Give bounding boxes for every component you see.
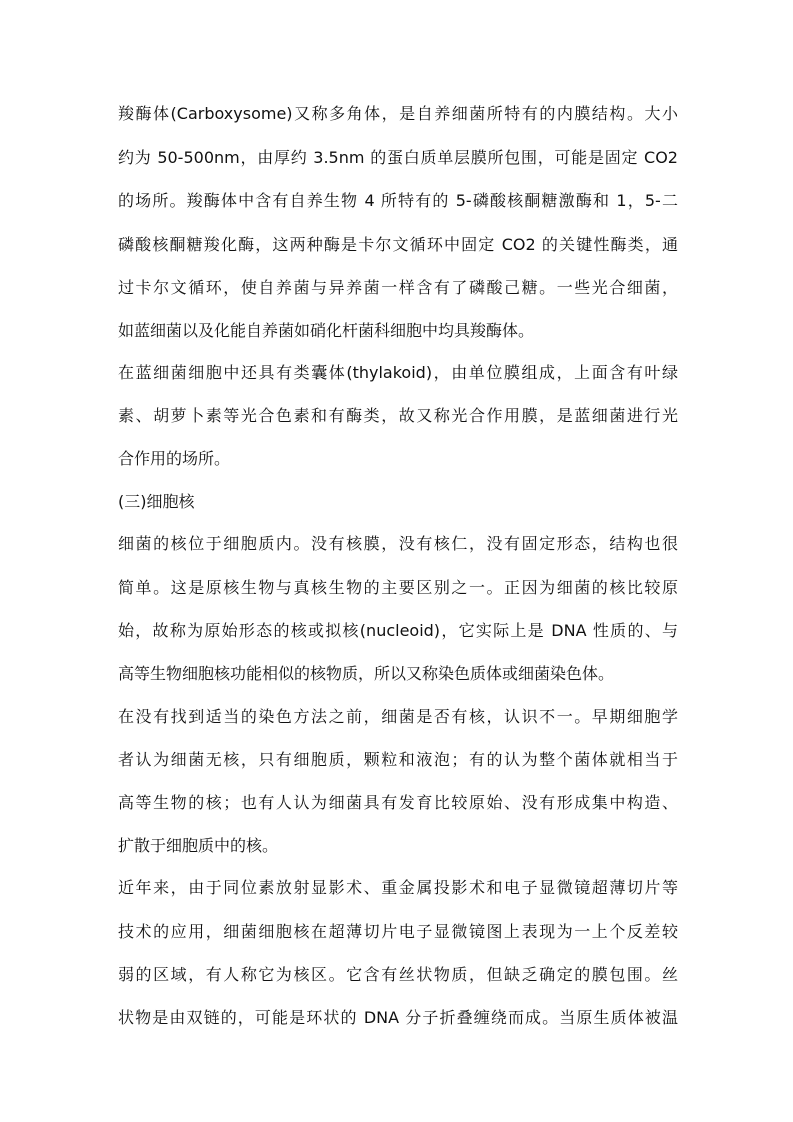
paragraph-2-line-2: 素、胡萝卜素等光合色素和有酶类，故又称光合作用膜，是蓝细菌进行光 [118,406,678,425]
paragraph-2-line-3: 合作用的场所。 [118,449,231,468]
paragraph-5-line-3: 弱的区域，有人称它为核区。它含有丝状物质，但缺乏确定的膜包围。丝 [118,965,678,984]
paragraph-3-line-1: 细菌的核位于细胞质内。没有核膜，没有核仁，没有固定形态，结构也很 [118,534,678,553]
paragraph-1-line-1: 羧酶体(Carboxysome)又称多角体，是自养细菌所特有的内膜结构。大小 [118,104,678,123]
paragraph-1-line-4: 磷酸核酮糖羧化酶，这两种酶是卡尔文循环中固定 CO2 的关键性酶类，通 [118,235,678,254]
paragraph-4-line-2: 者认为细菌无核，只有细胞质，颗粒和液泡；有的认为整个菌体就相当于 [118,750,678,769]
paragraph-1-line-2: 约为 50-500nm，由厚约 3.5nm 的蛋白质单层膜所包围，可能是固定 CO2 [118,148,678,167]
paragraph-5-line-2: 技术的应用，细菌细胞核在超薄切片电子显微镜图上表现为一上个反差较 [118,922,678,941]
paragraph-1-line-3: 的场所。羧酶体中含有自养生物 4 所特有的 5-磷酸核酮糖激酶和 1，5-二 [118,191,678,210]
paragraph-3-line-2: 简单。这是原核生物与真核生物的主要区别之一。正因为细菌的核比较原 [118,578,678,597]
paragraph-3-line-4: 高等生物细胞核功能相似的核物质，所以又称染色质体或细菌染色体。 [118,664,615,683]
paragraph-5-line-1: 近年来，由于同位素放射显影术、重金属投影术和电子显微镜超薄切片等 [118,878,678,897]
paragraph-4-line-1: 在没有找到适当的染色方法之前，细菌是否有核，认识不一。早期细胞学 [118,707,678,726]
paragraph-4-line-4: 扩散于细胞质中的核。 [118,836,279,855]
paragraph-1-line-5: 过卡尔文循环，使自养菌与异养菌一样含有了磷酸己糖。一些光合细菌， [118,278,678,297]
section-heading: (三)细胞核 [118,492,195,511]
paragraph-2-line-1: 在蓝细菌细胞中还具有类囊体(thylakoid)，由单位膜组成，上面含有叶绿 [118,363,678,382]
paragraph-4-line-3: 高等生物的核；也有人认为细菌具有发育比较原始、没有形成集中构造、 [118,793,678,812]
paragraph-3-line-3: 始，故称为原始形态的核或拟核(nucleoid)，它实际上是 DNA 性质的、与 [118,621,678,640]
paragraph-5-line-4: 状物是由双链的，可能是环状的 DNA 分子折叠缠绕而成。当原生质体被温 [118,1008,678,1027]
paragraph-1-line-6: 如蓝细菌以及化能自养菌如硝化杆菌科细胞中均具羧酶体。 [118,321,535,340]
